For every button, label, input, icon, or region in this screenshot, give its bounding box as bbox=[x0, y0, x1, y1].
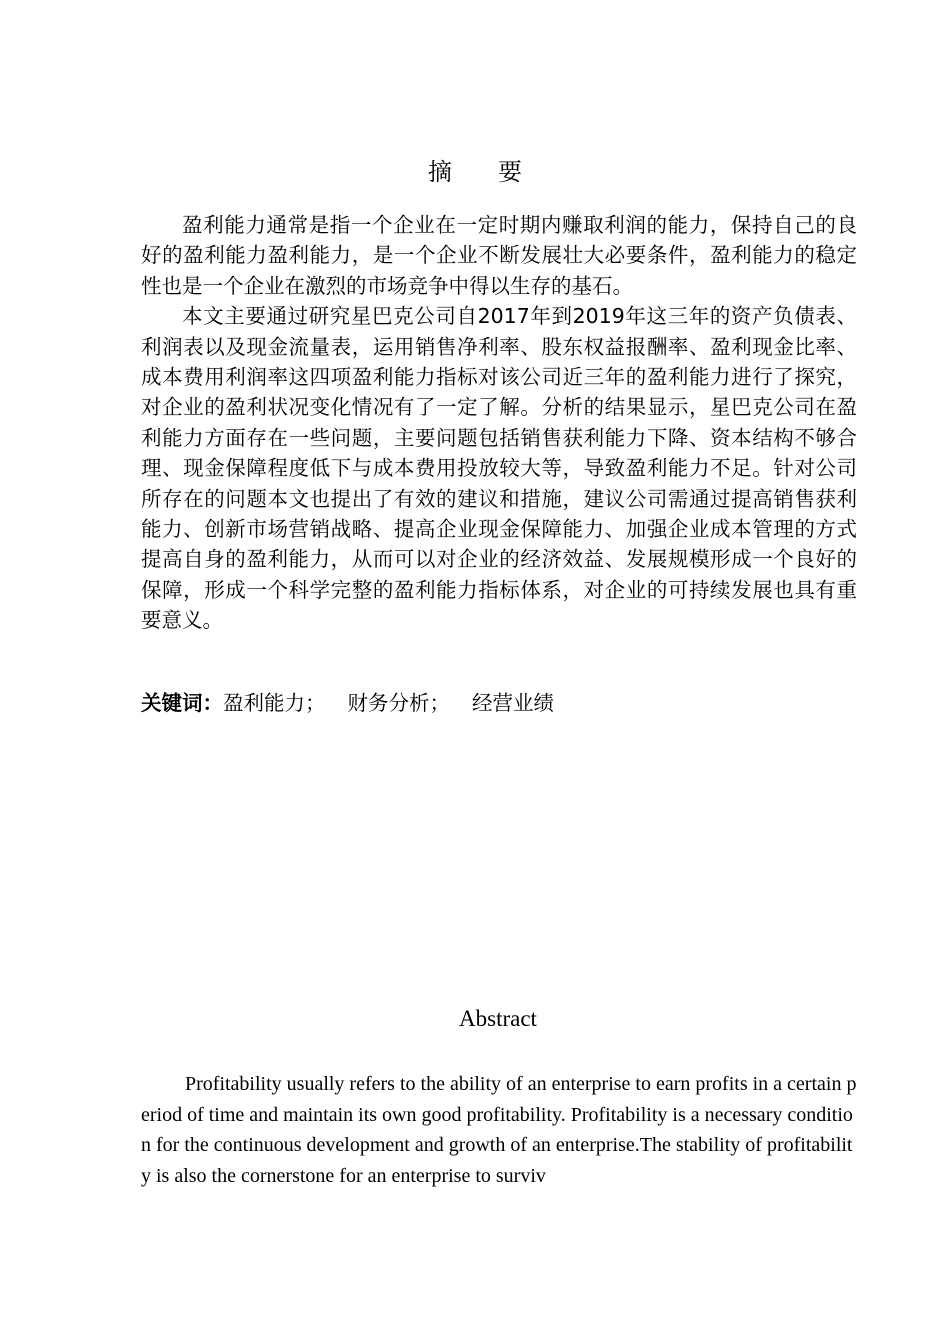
english-abstract-title: Abstract bbox=[459, 1006, 537, 1031]
english-abstract-body bbox=[141, 1069, 857, 1191]
chinese-abstract-title-part1: 摘 bbox=[428, 158, 452, 186]
english-abstract-paragraph-1: Profitability usually refers to the ability of an enterprise to earn profits in a certain period of time and maintain its own good profitability. Profitability is a necessary condition for the continuous development and growth of an enterprise.The stability of profitability is also the cornerstone for an enterprise to surviv bbox=[141, 1073, 857, 1187]
keywords-label: 关键词： bbox=[141, 691, 223, 715]
keyword-item: 盈利能力； bbox=[223, 691, 326, 715]
keywords-line bbox=[141, 688, 576, 718]
chinese-abstract-body bbox=[141, 210, 857, 636]
keyword-item: 经营业绩 bbox=[472, 691, 554, 715]
chinese-abstract-title bbox=[0, 152, 950, 187]
chinese-abstract-title-part2: 要 bbox=[498, 158, 522, 186]
chinese-abstract-paragraph-2: 本文主要通过研究星巴克公司自2017年到2019年这三年的资产负债表、利润表以及现金流量表，运用销售净利率、股东权益报酬率、盈利现金比率、成本费用利润率这四项盈利能力指标对该公司近三年的盈利能力进行了探究，对企业的盈利状况变化情况有了一定了解。分析的结果显示，星巴克公司在盈利能力方面存在一些问题，主要问题包括销售获利能力下降、资本结构不够合理、现金保障程度低下与成本费用投放较大等，导致盈利能力不足。针对公司所存在的问题本文也提出了有效的建议和措施，建议公司需通过提高销售获利能力、创新市场营销战略、提高企业现金保障能力、加强企业成本管理的方式提高自身的盈利能力，从而可以对企业的经济效益、发展规模形成一个良好的保障，形成一个科学完整的盈利能力指标体系，对企业的可持续发展也具有重要意义。 bbox=[141, 304, 857, 633]
chinese-abstract-paragraph-1: 盈利能力通常是指一个企业在一定时期内赚取利润的能力，保持自己的良好的盈利能力盈利能力，是一个企业不断发展壮大必要条件，盈利能力的稳定性也是一个企业在激烈的市场竞争中得以生存的基石。 bbox=[141, 213, 857, 298]
keyword-item: 财务分析； bbox=[347, 691, 450, 715]
